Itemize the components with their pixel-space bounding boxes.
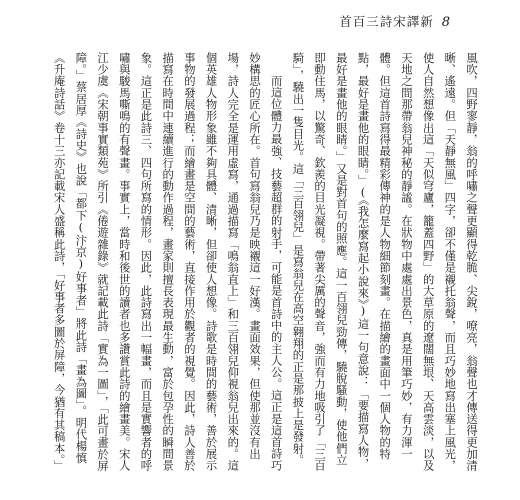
page-number: 8 [441, 15, 450, 30]
running-header [339, 12, 450, 30]
book-title: 首百三詩宋譯新 [339, 14, 434, 29]
paragraph: 而這位體力最強、技藝超群的射手，可能是首詩中的主人公。這正是這首詩巧妙構思的匠心所在。首句寫翁兒乃是映襯這一好漢。畫面效果，但使那並沒有出場，詩人完全是運用虛寫，通過描寫「鳴翁直上」和三百翎兒仰視翁兒出來的。這個英雄人物形象雖不夠具體、清晰，但卻使人想像。詩歌是時間的藝術，善於展示事物的發展過程；而繪畫是空間的藝術，直接作用於觀者的視覺。因此，詩人善於描寫在時間中連續進行的動作過程，畫家則擅長表現最生動，富於包孕性的瞬間景象。這正是此詩三、四句所寫的情形。因此，此詩寫出一幅畫，而且是實響者的呼嘯與駿馬嘶鳴的有聲畫。事實上，當時和後世的讀者也多讚賞此詩的繪畫美。宋人江少虞《宋朝事實類苑》所引《倦遊雜錄》就記載此詩「實為一圖」，「此可畫於屏障。」蔡居厚《詩史》也說「都下(汴京)好事者」將此詩「畫為圖」。明代楊慎《升庵詩話》卷十三亦記載宋人盛稱此詩，「好事者多圖於屏障，今猶有其稿本。」 [52, 52, 283, 472]
vertical-text-block [52, 52, 482, 477]
paragraph: 風吹，四野寥靜，翁的呼嘯之聲更顯得乾脆、尖銳，嘹亮，翁聲也才傳送得更加清晰、遙遠。但「天靜無風」四字，卻不僅是襯托翁聲，而且巧妙地寫出塞上風光，使人自然想像出這「天似穹廬，籠蓋四野」的大草原的遼闊無垠、天高雲淡，以及天地之間那帶翁兒神秘的靜謐。在狀物中處處出景色，真是用筆巧妙，有力渾一體。但這首詩寫得最精彩傳神的是人物細節刻畫。在描繪的畫面中一個人物的特點，最好是畫他的眼睛。」(《我怎麼寫起小說來》)這一句意說：「要描寫人物，最好是畫他的眼睛。」又是對首句的照應。這一百翎兒勁傳，驍脫騷動，使他們立即動住馬，以驚奇、欽羨的目光凝視。帶著尖厲的聲音，強而有力地吸引了「三百騎」，驍出一隻目光。這「三百翎兒」是寫翁兒在高空翱翔的正是那披上是發射。 [291, 52, 478, 472]
